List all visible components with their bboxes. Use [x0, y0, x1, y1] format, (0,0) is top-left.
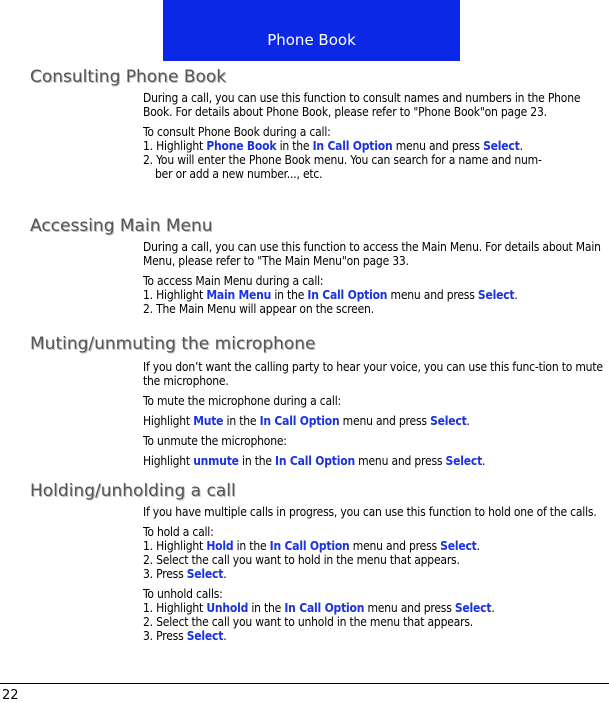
footer-divider: [0, 683, 609, 684]
section-title-main-menu: Accessing Main Menu: [30, 216, 213, 236]
section-body-muting: [143, 360, 607, 468]
step: 2. Select the call you want to hold in the menu that appears.: [143, 553, 460, 567]
step: 2. You will enter the Phone Book menu. You can search for a name and num-: [143, 153, 542, 167]
lead-text: To hold a call:: [143, 525, 214, 539]
step: 1. Highlight Main Menu in the In Call Option menu and press Select.: [143, 288, 518, 302]
step: Highlight unmute in the In Call Option menu and press Select.: [143, 454, 486, 468]
section-body-main-menu: [143, 240, 607, 316]
step-continuation: ber or add a new number..., etc.: [155, 167, 323, 181]
paragraph: During a call, you can use this function to consult names and numbers in the Phone Book. For details about Phone Book, please refer to "Phone Book"on page 23.: [143, 91, 581, 119]
step: 3. Press Select.: [143, 567, 227, 581]
step: 1. Highlight Phone Book in the In Call Option menu and press Select.: [143, 139, 523, 153]
lead-text: To unhold calls:: [143, 587, 223, 601]
lead-text: To access Main Menu during a call:: [143, 274, 324, 288]
lead-text: To mute the microphone during a call:: [143, 394, 341, 408]
section-title-consulting: Consulting Phone Book: [30, 67, 227, 87]
header-banner: [163, 0, 460, 61]
step: 1. Highlight Hold in the In Call Option menu and press Select.: [143, 539, 480, 553]
step: 2. The Main Menu will appear on the screen.: [143, 302, 374, 316]
section-body-holding: [143, 505, 607, 643]
step: 1. Highlight Unhold in the In Call Option menu and press Select.: [143, 601, 495, 615]
step: 2. Select the call you want to unhold in the menu that appears.: [143, 615, 473, 629]
lead-text: To unmute the microphone:: [143, 434, 287, 448]
paragraph: If you have multiple calls in progress, you can use this function to hold one of the calls.: [143, 505, 597, 519]
section-body-consulting: [143, 91, 607, 181]
lead-text: To consult Phone Book during a call:: [143, 125, 331, 139]
page-number: 22: [2, 688, 19, 703]
section-title-muting: Muting/unmuting the microphone: [30, 334, 316, 354]
section-title-holding: Holding/unholding a call: [30, 481, 236, 501]
header-title: Phone Book: [267, 31, 356, 49]
step: Highlight Mute in the In Call Option menu and press Select.: [143, 414, 470, 428]
paragraph: If you don’t want the calling party to hear your voice, you can use this func-tion to mute the microphone.: [143, 360, 603, 388]
step: 3. Press Select.: [143, 629, 227, 643]
paragraph: During a call, you can use this function to access the Main Menu. For details about Main Menu, please refer to "The Main Menu"on page 33.: [143, 240, 601, 268]
